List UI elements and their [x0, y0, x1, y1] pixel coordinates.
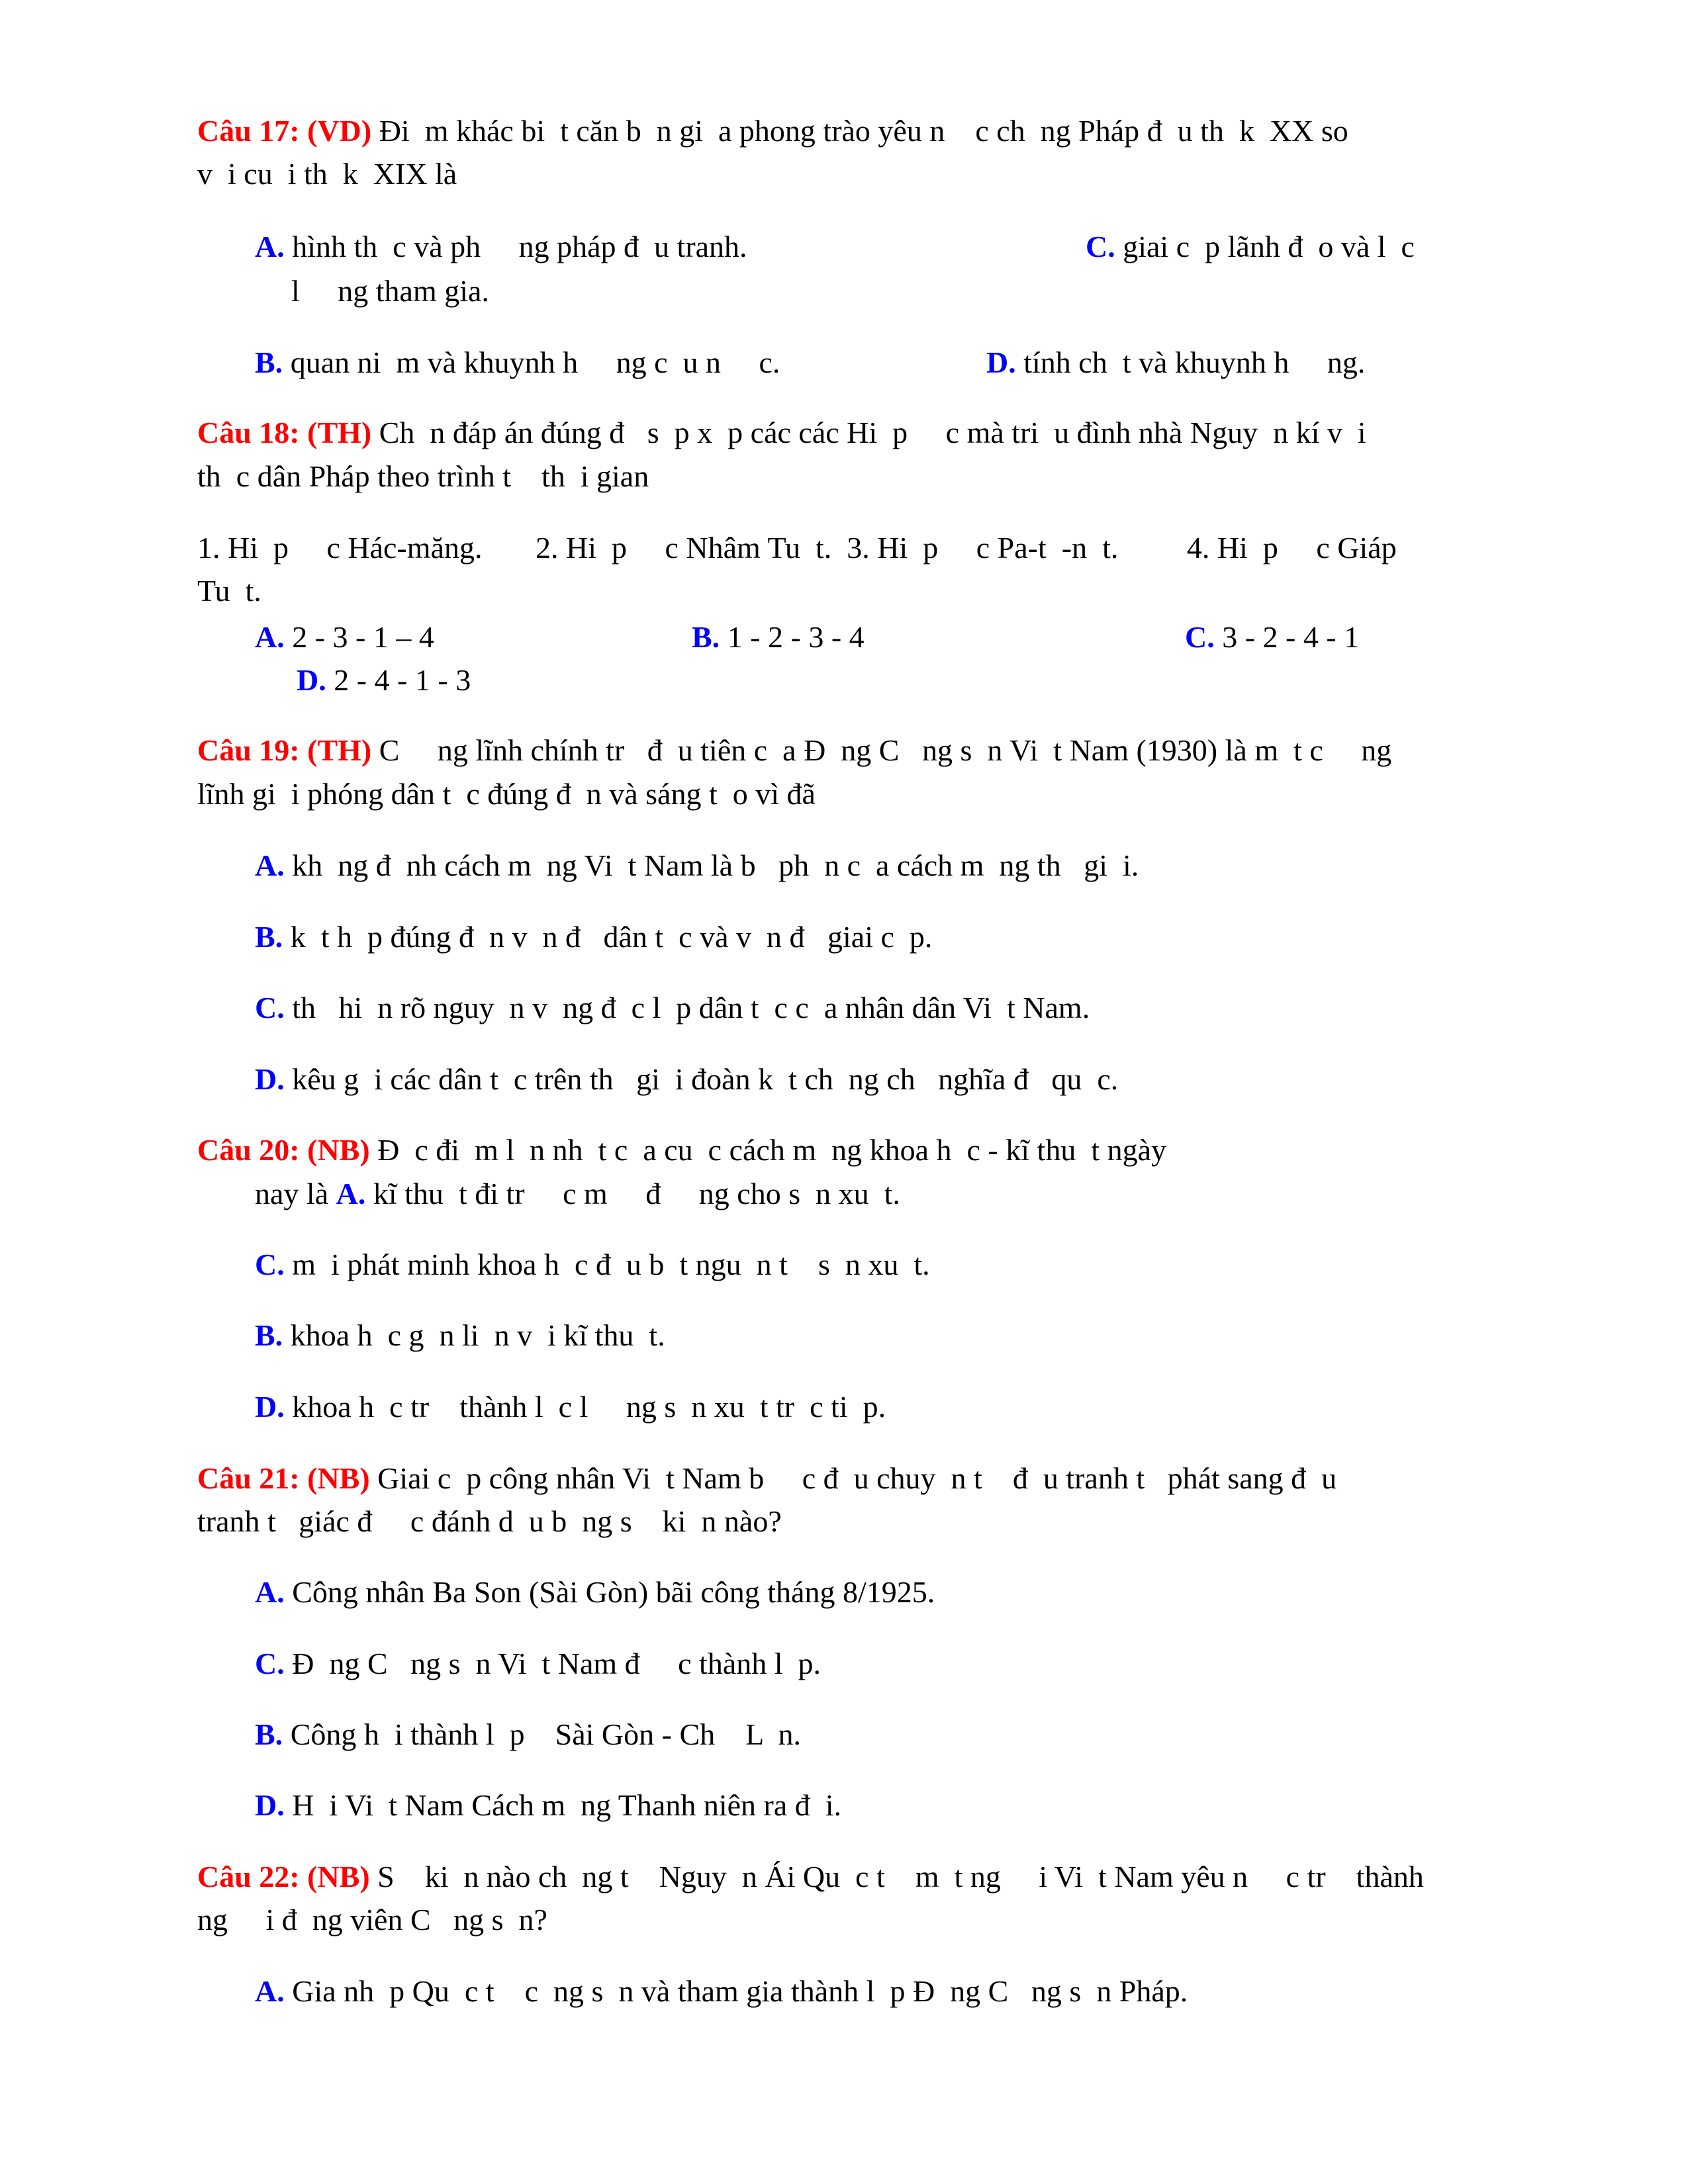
option-key: B.	[692, 620, 720, 654]
question-17-option-b	[255, 344, 780, 381]
option-key: D.	[255, 1788, 285, 1822]
option-text: Công h i thành l p Sài Gòn - Ch L n.	[283, 1717, 802, 1751]
question-19-level: (TH)	[307, 733, 372, 767]
question-21-option-b	[255, 1716, 801, 1753]
question-20-level: (NB)	[307, 1133, 370, 1167]
question-17-line-1	[197, 113, 1348, 150]
question-19-line-2: lĩnh gi i phóng dân t c đúng đ n và sáng t o vì đã	[197, 777, 816, 811]
question-20-option-b	[255, 1317, 665, 1354]
option-text: Đ ng C ng s n Vi t Nam đ c thành l p.	[284, 1647, 821, 1680]
question-17-line-2: v i cu i th k XIX là	[197, 157, 457, 191]
option-text: giai c p lãnh đ o và l c	[1115, 230, 1415, 263]
question-19-text: C ng lĩnh chính tr đ u tiên c a Đ ng C ng s n Vi t Nam (1930) là m t c ng	[371, 733, 1392, 767]
option-text: hình th c và ph ng pháp đ u tranh.	[284, 230, 747, 263]
question-18-list-line-2: Tu t.	[197, 574, 261, 608]
option-key: A.	[255, 620, 285, 654]
question-22-level: (NB)	[307, 1860, 370, 1893]
question-21-text: Giai c p công nhân Vi t Nam b c đ u chuy n t đ u tranh t phát sang đ u	[369, 1461, 1337, 1495]
question-21-label: Câu 21:	[197, 1461, 300, 1495]
question-21-line-1	[197, 1460, 1336, 1497]
option-key: D.	[255, 1390, 285, 1424]
question-21-line-2: tranh t giác đ c đánh d u b ng s ki n nào?	[197, 1504, 782, 1538]
option-key: C.	[1185, 620, 1215, 654]
option-key: C.	[255, 991, 285, 1024]
option-key: C.	[255, 1647, 285, 1680]
option-text: kêu g i các dân t c trên th gi i đoàn k t ch ng ch nghĩa đ qu c.	[284, 1062, 1119, 1096]
option-text: H i Vi t Nam Cách m ng Thanh niên ra đ i.	[284, 1788, 842, 1822]
option-text: khoa h c tr thành l c l ng s n xu t tr c ti p.	[284, 1390, 886, 1424]
option-key: A.	[255, 848, 285, 882]
question-18-level: (TH)	[307, 416, 372, 449]
question-21-option-a	[255, 1574, 935, 1611]
question-22-label: Câu 22:	[197, 1860, 300, 1893]
option-text: khoa h c g n li n v i kĩ thu t.	[283, 1318, 665, 1352]
option-text: 3 - 2 - 4 - 1	[1214, 620, 1360, 654]
question-19-option-b	[255, 919, 932, 956]
option-key: B.	[255, 345, 283, 379]
option-text: kh ng đ nh cách m ng Vi t Nam là b ph n c a cách m ng th gi i.	[284, 848, 1139, 882]
question-18-option-a	[255, 619, 434, 656]
option-text: 2 - 4 - 1 - 3	[326, 663, 471, 697]
question-20-label: Câu 20:	[197, 1133, 300, 1167]
question-20-line-1	[197, 1132, 1166, 1169]
option-key: A.	[255, 1974, 285, 2008]
option-text: m i phát minh khoa h c đ u b t ngu n t s n xu t.	[284, 1248, 930, 1281]
option-key: A.	[255, 1575, 285, 1609]
option-text: tính ch t và khuynh h ng.	[1015, 345, 1366, 379]
option-text: th hi n rõ nguy n v ng đ c l p dân t c c a nhân dân Vi t Nam.	[284, 991, 1090, 1024]
question-17-text: Đi m khác bi t căn b n gi a phong trào yêu n c ch ng Pháp đ u th k XX so	[371, 114, 1348, 148]
question-18-option-b	[692, 619, 865, 656]
question-18-option-c	[1185, 619, 1359, 656]
question-17-level: (VD)	[307, 114, 372, 148]
option-text: quan ni m và khuynh h ng c u n c.	[283, 345, 780, 379]
question-17-option-c-continued: l ng tham gia.	[291, 274, 489, 308]
option-key: D.	[986, 345, 1016, 379]
question-18-text: Ch n đáp án đúng đ s p x p các các Hi p c mà tri u đình nhà Nguy n kí v i	[371, 416, 1366, 449]
option-key: C.	[255, 1248, 285, 1281]
question-17-option-d	[986, 344, 1365, 381]
question-20-option-d	[255, 1388, 886, 1426]
question-18-label: Câu 18:	[197, 416, 300, 449]
question-18-line-2: th c dân Pháp theo trình t th i gian	[197, 459, 649, 493]
option-text: kĩ thu t đi tr c m đ ng cho s n xu t.	[365, 1177, 900, 1210]
option-key: B.	[255, 920, 283, 954]
option-key: A.	[336, 1177, 366, 1210]
question-19-option-a	[255, 847, 1139, 884]
option-text: Công nhân Ba Son (Sài Gòn) bãi công tháng 8/1925.	[284, 1575, 935, 1609]
question-22-line-1	[197, 1858, 1424, 1895]
option-key: A.	[255, 230, 285, 263]
option-text: k t h p đúng đ n v n đ dân t c và v n đ giai c p.	[283, 920, 933, 954]
option-key: D.	[297, 663, 326, 697]
question-22-option-a	[255, 1973, 1188, 2010]
question-19-option-c	[255, 989, 1090, 1026]
option-key: C.	[1086, 230, 1115, 263]
option-text: 2 - 3 - 1 – 4	[284, 620, 434, 654]
question-20-option-c	[255, 1246, 930, 1283]
option-key: D.	[255, 1062, 285, 1096]
question-17-option-c	[1086, 228, 1415, 265]
question-20-text: Đ c đi m l n nh t c a cu c cách m ng khoa h c - kĩ thu t ngày	[369, 1133, 1167, 1167]
question-20-text-2: nay là	[255, 1177, 336, 1210]
question-19-line-1	[197, 732, 1391, 769]
question-18-option-d	[297, 662, 471, 699]
question-22-text: S ki n nào ch ng t Nguy n Ái Qu c t m t ng i Vi t Nam yêu n c tr thành	[369, 1860, 1424, 1893]
option-key: B.	[255, 1717, 283, 1751]
option-key: B.	[255, 1318, 283, 1352]
question-21-level: (NB)	[307, 1461, 370, 1495]
option-text: 1 - 2 - 3 - 4	[720, 620, 865, 654]
question-21-option-c	[255, 1645, 821, 1682]
question-17-option-a	[255, 228, 747, 265]
question-18-list-line-1: 1. Hi p c Hác-măng. 2. Hi p c Nhâm Tu t. 3. Hi p c Pa-t -n t. 4. Hi p c Giáp	[197, 531, 1397, 565]
question-21-option-d	[255, 1787, 841, 1824]
question-19-label: Câu 19:	[197, 733, 300, 767]
question-18-line-1	[197, 414, 1366, 451]
question-20-line-2	[255, 1175, 900, 1212]
option-text: Gia nh p Qu c t c ng s n và tham gia thành l p Đ ng C ng s n Pháp.	[284, 1974, 1188, 2008]
question-22-line-2: ng i đ ng viên C ng s n?	[197, 1903, 547, 1936]
question-17-label: Câu 17:	[197, 114, 300, 148]
question-19-option-d	[255, 1061, 1118, 1098]
